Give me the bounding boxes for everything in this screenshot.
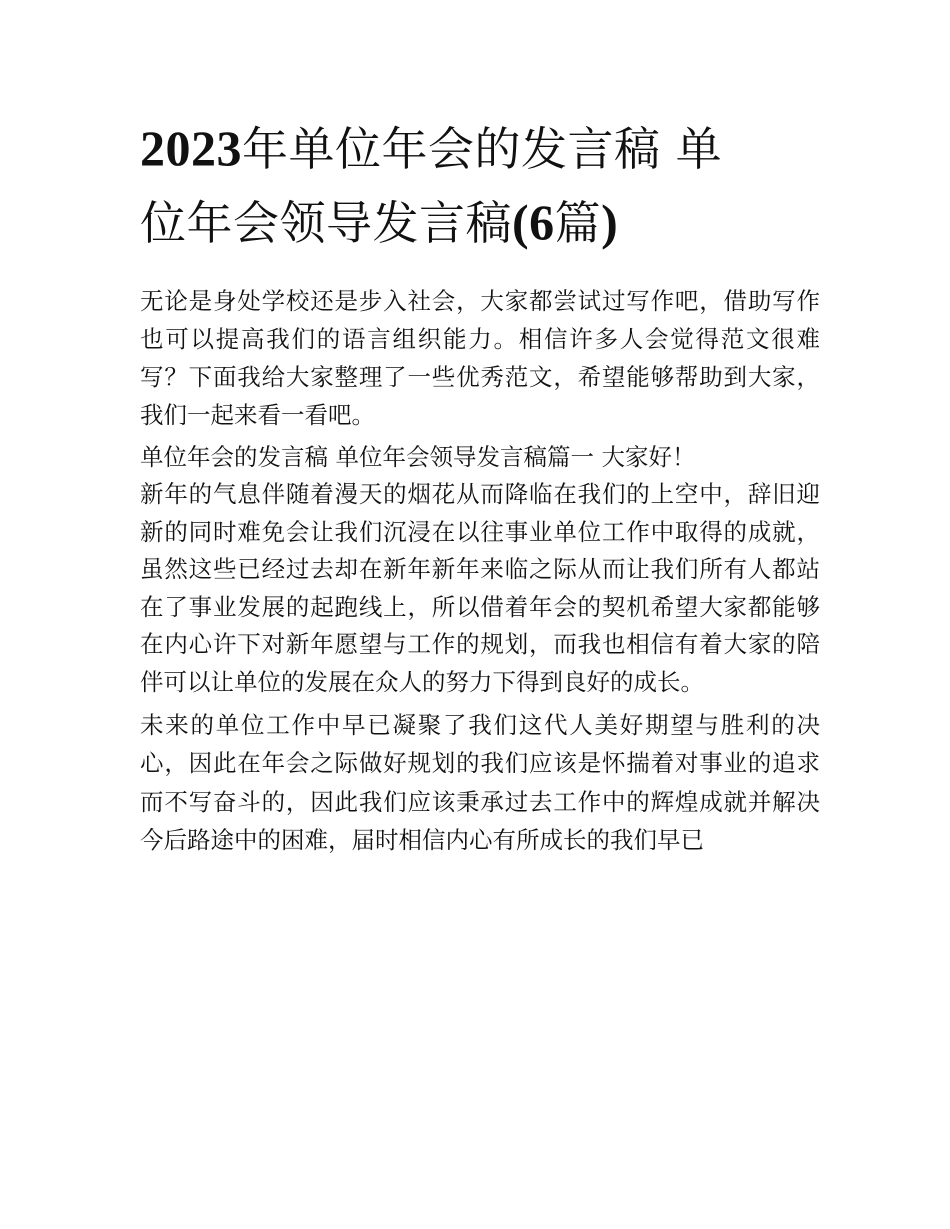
title-line2-text: 位年会领导发言稿	[140, 196, 512, 250]
title-count-open: (6	[512, 194, 555, 250]
body-paragraph: 未来的单位工作中早已凝聚了我们这代人美好期望与胜利的决心，因此在年会之际做好规划的我们应该是怀揣着对事业的追求而不写奋斗的，因此我们应该秉承过去工作中的辉煌成就并解决今后路途中的困难，届时相信内心有所成长的我们早已	[140, 710, 820, 855]
document-body	[140, 282, 820, 860]
title-line1-text: 年单位年会的发言稿 单	[242, 122, 723, 176]
document-title	[140, 112, 820, 260]
title-year: 2023	[140, 120, 242, 176]
intro-paragraph: 无论是身处学校还是步入社会，大家都尝试过写作吧，借助写作也可以提高我们的语言组织能力。相信许多人会觉得范文很难写？下面我给大家整理了一些优秀范文，希望能够帮助到大家，我们一起来看一看吧。	[140, 287, 820, 429]
title-count-close: )	[601, 194, 619, 250]
body-paragraph: 新年的气息伴随着漫天的烟花从而降临在我们的上空中，辞旧迎新的同时难免会让我们沉浸在以往事业单位工作中取得的成就，虽然这些已经过去却在新年新年来临之际从而让我们所有人都站在了事业发展的起跑线上，所以借着年会的契机希望大家都能够在内心许下对新年愿望与工作的规划，而我也相信有着大家的陪伴可以让单位的发展在众人的努力下得到良好的成长。	[140, 480, 820, 696]
title-count-word: 篇	[554, 196, 602, 250]
section-heading-paragraph: 单位年会的发言稿 单位年会领导发言稿篇一 大家好！	[140, 443, 696, 471]
